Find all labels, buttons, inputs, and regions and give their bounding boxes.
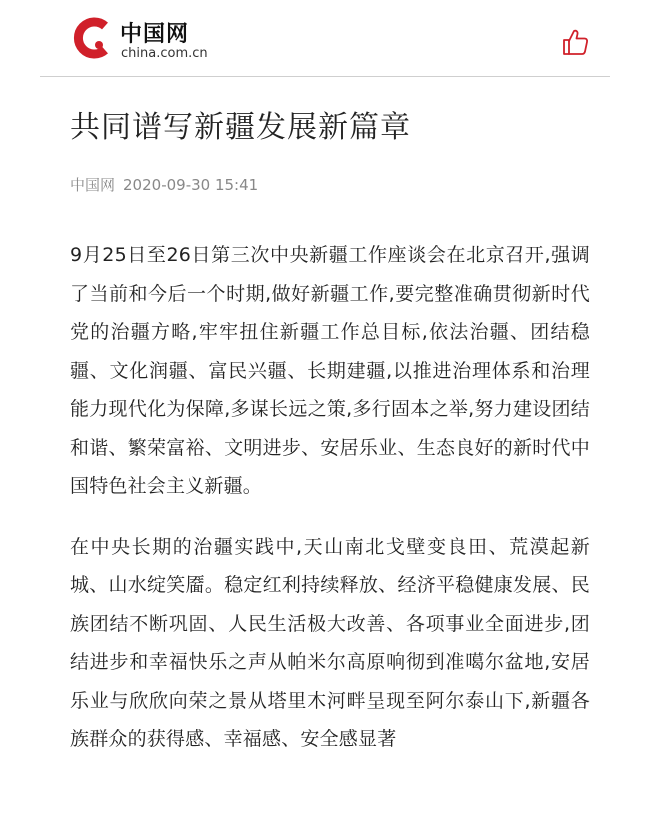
china-com-cn-logo-icon xyxy=(70,16,114,60)
article-paragraph: 9月25日至26日第三次中央新疆工作座谈会在北京召开,强调了当前和今后一个时期,做好新疆工作,要完整准确贯彻新时代党的治疆方略,牢牢扭住新疆工作总目标,依法治疆、团结稳疆、文化润疆、富民兴疆、长期建疆,以推进治理体系和治理能力现代化为保障,多谋长远之策,多行固本之举,努力建设团结和谐、繁荣富裕、文明进步、安居乐业、生态良好的新时代中国特色社会主义新疆。 xyxy=(70,244,590,497)
thumbs-up-icon[interactable] xyxy=(560,27,590,57)
site-header xyxy=(40,0,610,77)
article-paragraph: 在中央长期的治疆实践中,天山南北戈壁变良田、荒漠起新城、山水绽笑靥。稳定红利持续释放、经济平稳健康发展、民族团结不断巩固、人民生活极大改善、各项事业全面进步,团结进步和幸福快乐之声从帕米尔高原响彻到准噶尔盆地,安居乐业与欣欣向荣之景从塔里木河畔呈现至阿尔泰山下,新疆各族群众的获得感、幸福感、安全感显著 xyxy=(70,535,590,750)
article-datetime: 2020-09-30 15:41 xyxy=(123,176,259,194)
site-logo[interactable] xyxy=(70,16,270,60)
article-source: 中国网 xyxy=(70,176,116,194)
logo-chinese-text: 中国网 xyxy=(120,22,190,47)
logo-domain-text: china.com.cn xyxy=(121,46,208,61)
article-title: 共同谱写新疆发展新篇章 xyxy=(70,110,411,145)
article-body xyxy=(70,236,590,781)
article-meta xyxy=(70,174,266,195)
